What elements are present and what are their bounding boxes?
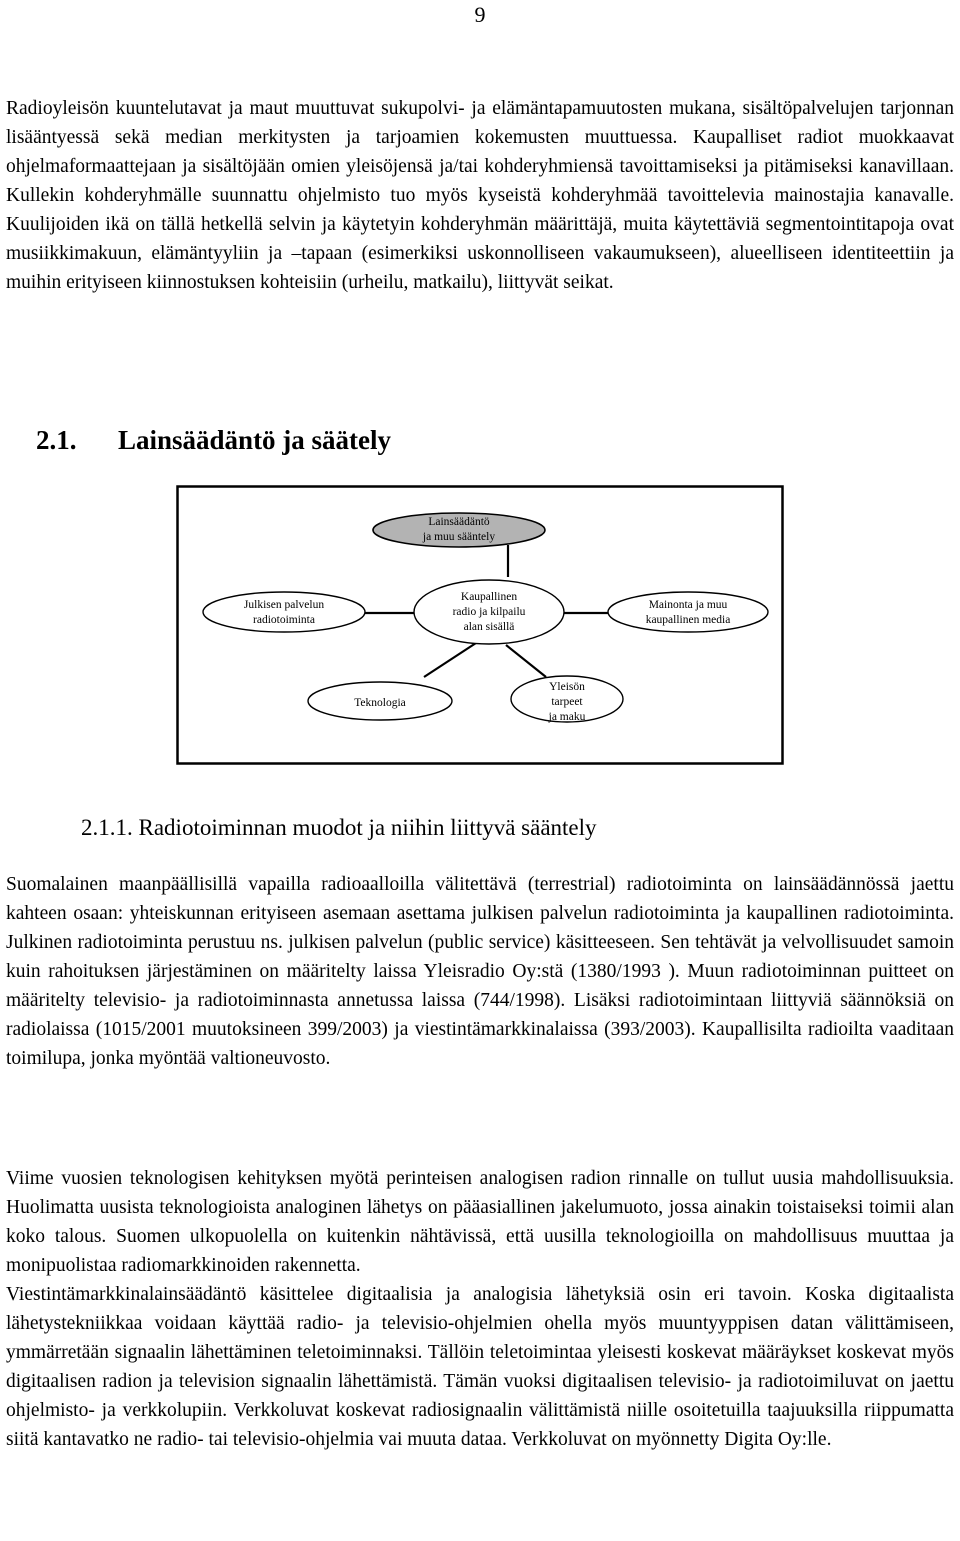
node-bottom-left-line-1: Teknologia — [354, 697, 406, 709]
connector-center-bottom-right — [506, 645, 546, 677]
svg-text:kaupallinen media — [646, 614, 731, 626]
regulation-diagram — [176, 485, 784, 765]
node-center — [414, 580, 564, 644]
svg-text:alan sisällä — [464, 621, 515, 633]
svg-text:Mainonta ja muu — [649, 599, 728, 611]
svg-text:Teknologia — [354, 697, 406, 709]
subsection-heading — [81, 815, 597, 841]
svg-text:Kaupallinen — [461, 591, 517, 603]
node-left-shape — [203, 592, 365, 632]
node-right-line-2: kaupallinen media — [645, 614, 731, 626]
svg-text:ja maku — [548, 711, 586, 723]
node-bottom-right-line-1: Yleisön — [549, 681, 585, 693]
node-bottom-right-line-2: tarpeet — [551, 696, 583, 708]
node-left-line-1: Julkisen palvelun — [243, 599, 325, 611]
svg-text:Julkisen palvelun — [244, 599, 324, 611]
node-left — [203, 592, 365, 632]
node-right — [608, 592, 768, 632]
node-bottom-right — [511, 676, 623, 723]
svg-text:radiotoiminta — [253, 614, 315, 626]
node-center-line-2: radio ja kilpailu — [452, 606, 526, 618]
intro-paragraph: Radioyleisön kuuntelutavat ja maut muuttuvat sukupolvi- ja elämäntapamuutosten mukana, sisältöpalvelujen tarjonnan lisääntyessä sekä median merkitysten ja tarjoamien kokemusten muuttuessa. Kaupalliset radiot muokkaavat ohjelmaformaattejaan ja sisältöjään omien yleisöjensä ja/tai kohderyhmiensä tavoittamiseksi ja pitämiseksi kanavillaan. Kullekin kohderyhmälle suunnattu ohjelmisto tuo myös kyseistä kohderyhmää tavoittelevia mainostajia kanavalle. Kuulijoiden ikä on tällä hetkellä selvin ja käytetyin kohderyhmän määrittäjä, muita käytettäviä segmentointitapoja ovat musiikkimakuun, elämäntyyliin ja –tapaan (esimerkiksi uskonnolliseen vakaumukseen), alueelliseen identiteettiin ja muihin erityiseen kiinnostuksen kohteisiin (urheilu, matkailu), liittyvät seikat. — [6, 98, 954, 293]
node-right-line-1: Mainonta ja muu — [648, 599, 728, 611]
paragraph-regulation: Suomalainen maanpäällisillä vapailla radioaalloilla välitettävä (terrestrial) radiotoiminta on lainsäädännössä jaettu kahteen osaan: yhteiskunnan erityiseen asemaan asettama julkisen palvelun radiotoiminta ja kaupallinen radiotoiminta. Julkinen radiotoiminta perustuu ns. julkisen palvelun (public service) käsitteeseen. Sen tehtävät ja velvollisuudet samoin kuin rahoituksen järjestäminen on määritelty laissa Yleisradio Oy:stä (1380/1993 ). Muun radiotoiminnan puitteet on määritelty televisio- ja radiotoiminnasta annetussa laissa (744/1998). Lisäksi radiotoimintaan liittyviä säännöksiä on radiolaissa (1015/2001 muutoksineen 399/2003) ja viestintämarkkinalaissa (393/2003). Kaupallisilta radioilta vaaditaan toimilupa, jonka myöntää valtioneuvosto. — [6, 874, 954, 1069]
svg-text:radio ja kilpailu — [453, 606, 526, 618]
section-number: 2.1. — [36, 425, 77, 455]
svg-text:ja muu sääntely — [422, 531, 495, 543]
page-number: 9 — [474, 2, 486, 27]
node-bottom-right-line-3: ja maku — [548, 711, 586, 723]
connector-center-bottom-left — [424, 643, 476, 677]
subsection-number: 2.1.1. — [81, 815, 133, 840]
node-top-line-2: ja muu sääntely — [422, 531, 496, 543]
node-top-line-1: Lainsäädäntö — [428, 516, 490, 528]
node-top — [373, 513, 545, 547]
section-title: Lainsäädäntö ja säätely — [118, 425, 392, 455]
section-heading — [36, 425, 391, 456]
node-right-shape — [608, 592, 768, 632]
node-center-line-3: alan sisällä — [463, 621, 515, 633]
node-center-line-1: Kaupallinen — [460, 591, 518, 603]
subsection-title: Radiotoiminnan muodot ja niihin liittyvä sääntely — [138, 815, 597, 840]
svg-text:tarpeet — [551, 696, 583, 708]
svg-text:Yleisön — [549, 681, 585, 693]
svg-text:Lainsäädäntö — [428, 516, 490, 528]
node-bottom-left — [308, 682, 452, 720]
node-left-line-2: radiotoiminta — [253, 614, 315, 626]
paragraph-digital: Viime vuosien teknologisen kehityksen myötä perinteisen analogisen radion rinnalle on tullut uusia mahdollisuuksia. Huolimatta uusista teknologioista analoginen lähetys on pääasiallinen jakelumuoto, jossa ainakin toistaiseksi toimii alan koko talous. Suomen ulkopuolella on kuitenkin nähtävissä, että uusilla teknologioilla on mahdollisuus muuttaa ja monipuolistaa radiomarkkinoiden rakennetta. Viestintämarkkinalainsäädäntö käsittelee digitaalisia ja analogisia lähetyksiä osin eri tavoin. Koska digitaalista lähetystekniikkaa voidaan käyttää radio- ja televisio-ohjelmien ohella myös muuntyyppisen datan välittämiseen, ymmärretään signaalin lähettäminen teletoiminnaksi. Tällöin teletoimintaa yleisesti koskevat määräykset koskevat myös digitaalisen radion ja television signaalin lähettämistä. Tämän vuoksi digitaalisen televisio- ja radiotoimiluvat on jaettu ohjelmisto- ja verkkolupiin. Verkkoluvat koskevat radiosignaalin välittämistä niille osoitetuilla taajuuksilla riippumatta siitä kantavatko ne radio- tai televisio-ohjelmia vai muuta dataa. Verkkoluvat on myönnetty Digita Oy:lle. — [6, 1168, 954, 1450]
